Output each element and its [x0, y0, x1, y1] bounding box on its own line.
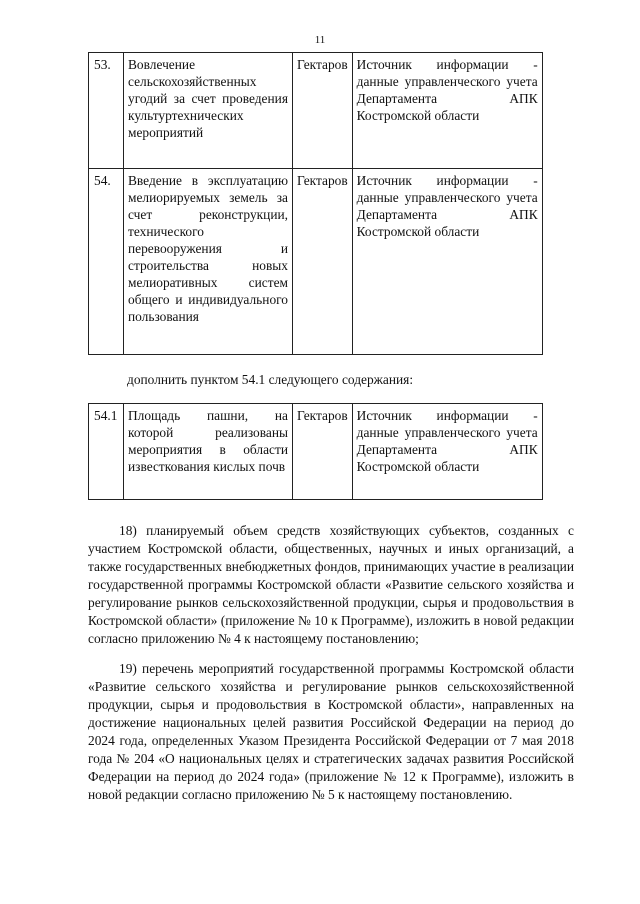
paragraph-text: 19) перечень мероприятий государственной программы Костромской области «Развитие сельского хозяйства и регулирование рынков сельскохозяйственной продукции, сырья и продовольствия в Костромской области», направленных на достижение национальных целей развития Российской Федерации на период до 2024 года, определенных Указом Президента Российской Федерации от 7 мая 2018 года № 204 «О национальных целях и стратегических задачах развития Российской Федерации на период до 2024 года» (приложение № 12 к Программе), изложить в новой редакции согласно приложению № 5 к настоящему постановлению.: [88, 661, 574, 802]
unit-of-measure: Гектаров: [293, 53, 353, 169]
indicator-name: Вовлечение сельскохозяйственных угодий за счет проведения культуртехнических мероприятий: [124, 53, 293, 169]
table-row: [89, 404, 543, 500]
indicator-name: Введение в эксплуатацию мелиорируемых земель за счет реконструкции, технического перевооружения и строительства новых мелиоративных систем общего и индивидуального пользования: [124, 169, 293, 355]
table-row: [89, 169, 543, 355]
table-row: [89, 53, 543, 169]
row-number: 54.: [89, 169, 124, 355]
unit-of-measure: Гектаров: [293, 404, 353, 500]
paragraph-text: 18) планируемый объем средств хозяйствующих субъектов, созданных с участием Костромской области, общественных, научных и иных организаций, а также государственных внебюджетных фондов, принимающих участие в реализации государственной программы Костромской области «Развитие сельского хозяйства и регулирование рынков сельскохозяйственной продукции, сырья и продовольствия в Костромской области» (приложение № 10 к Программе), изложить в новой редакции согласно приложению № 4 к настоящему постановлению;: [88, 523, 574, 646]
data-source: Источник информации - данные управленческого учета Департамента АПК Костромской области: [352, 53, 542, 169]
indicator-name: Площадь пашни, на которой реализованы мероприятия в области известкования кислых почв: [124, 404, 293, 500]
unit-of-measure: Гектаров: [293, 169, 353, 355]
paragraph-18: [88, 522, 574, 648]
paragraph-19: [88, 660, 574, 804]
indicators-table: [88, 52, 543, 355]
new-indicator-table: [88, 403, 543, 500]
row-number: 54.1: [89, 404, 124, 500]
data-source: Источник информации - данные управленческого учета Департамента АПК Костромской области: [352, 404, 542, 500]
amendment-note: дополнить пунктом 54.1 следующего содержания:: [127, 372, 414, 387]
page-number: 11: [314, 34, 326, 46]
data-source: Источник информации - данные управленческого учета Департамента АПК Костромской области: [352, 169, 542, 355]
row-number: 53.: [89, 53, 124, 169]
